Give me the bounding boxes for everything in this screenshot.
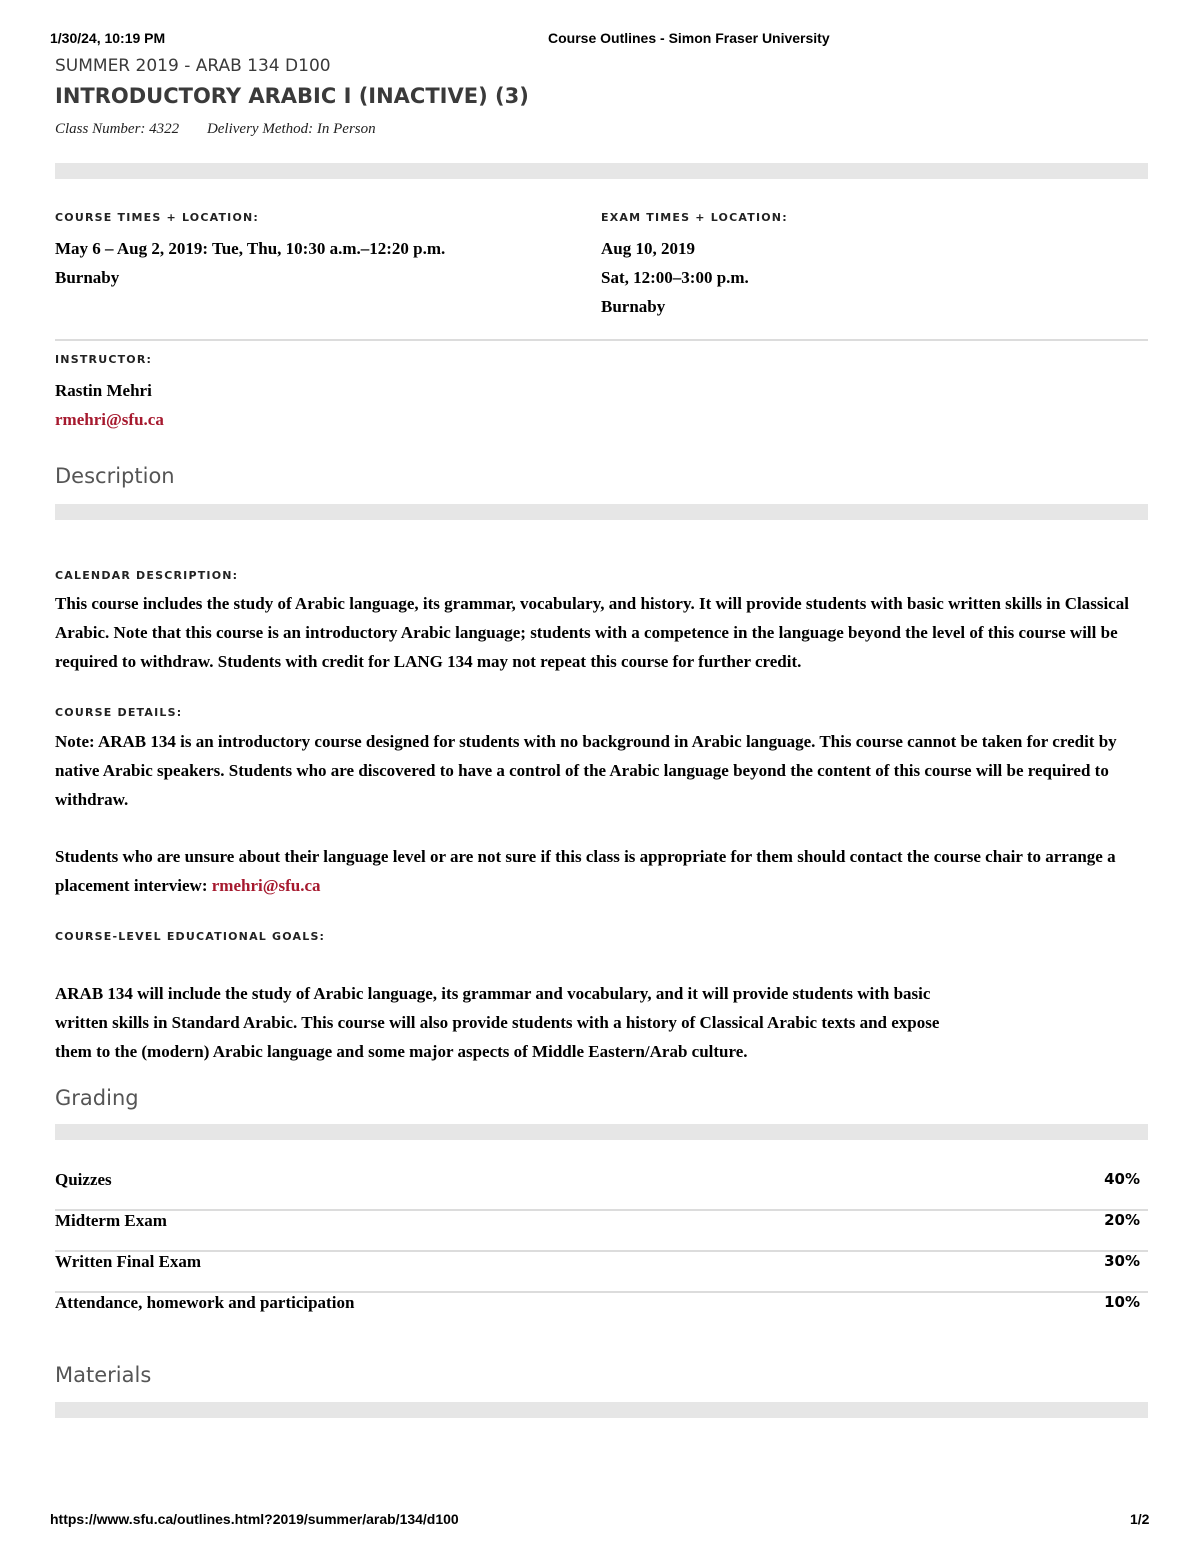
course-title: INTRODUCTORY ARABIC I (INACTIVE) (3): [55, 84, 529, 108]
course-meta: [55, 121, 400, 138]
grading-row: [55, 1293, 1148, 1334]
grading-item-weight: 30%: [1104, 1252, 1140, 1270]
exam-times: [601, 234, 749, 321]
grading-bar: [55, 1124, 1148, 1140]
grading-row: [55, 1252, 1148, 1293]
instructor-email-link[interactable]: rmehri@sfu.ca: [55, 410, 164, 429]
instructor-name: Rastin Mehri: [55, 381, 152, 400]
instructor-block: [55, 376, 164, 434]
goals-line: ARAB 134 will include the study of Arabic language, its grammar and vocabulary, and it will provide students with basic: [55, 984, 931, 1003]
print-datetime: 1/30/24, 10:19 PM: [50, 30, 166, 46]
goals-line: them to the (modern) Arabic language and some major aspects of Middle Eastern/Arab culture.: [55, 1042, 748, 1061]
instructor-label: INSTRUCTOR:: [55, 353, 153, 366]
section-divider-bar: [55, 163, 1148, 179]
placement-text-body: Students who are unsure about their language level or are not sure if this class is appropriate for them should contact the course chair to arrange a placement interview:: [55, 847, 1116, 895]
grading-heading: Grading: [55, 1086, 139, 1110]
course-times: [55, 234, 445, 292]
educational-goals-label: COURSE-LEVEL EDUCATIONAL GOALS:: [55, 930, 326, 943]
grading-item-name: Written Final Exam: [55, 1252, 202, 1271]
grading-item-weight: 40%: [1104, 1170, 1140, 1188]
grading-item-name: Attendance, homework and participation: [55, 1293, 355, 1312]
placement-email-link[interactable]: rmehri@sfu.ca: [211, 876, 321, 895]
exam-times-label: EXAM TIMES + LOCATION:: [601, 211, 788, 224]
description-bar: [55, 504, 1148, 520]
exam-time-line: Sat, 12:00–3:00 p.m.: [601, 268, 749, 287]
grading-row: [55, 1170, 1148, 1211]
materials-heading: Materials: [55, 1363, 152, 1387]
description-heading: Description: [55, 464, 175, 488]
course-times-label: COURSE TIMES + LOCATION:: [55, 211, 259, 224]
grading-item-name: Quizzes: [55, 1170, 112, 1189]
note-label: Note:: [55, 732, 95, 751]
note-text: ARAB 134 is an introductory course designed for students with no background in Arabic language. This course cannot be taken for credit by native Arabic speakers. Students who are discovered to have a control of the Arabic language beyond the content of this course will be required to withdraw.: [55, 732, 1117, 809]
delivery-method: Delivery Method: In Person: [206, 121, 376, 137]
course-term-code: SUMMER 2019 - ARAB 134 D100: [55, 56, 331, 76]
course-location-line: Burnaby: [55, 268, 120, 287]
exam-date-line: Aug 10, 2019: [601, 239, 695, 258]
print-page-number: 1/2: [1130, 1511, 1150, 1527]
placement-text: [55, 842, 1148, 900]
exam-location-line: Burnaby: [601, 297, 666, 316]
grading-item-weight: 20%: [1104, 1211, 1140, 1229]
class-number: Class Number: 4322: [55, 121, 180, 137]
calendar-description-label: CALENDAR DESCRIPTION:: [55, 569, 239, 582]
grading-row: [55, 1211, 1148, 1252]
calendar-description-text: This course includes the study of Arabic language, its grammar, vocabulary, and history. It will provide students with basic written skills in Classical Arabic. Note that this course is an introductory Arabic language; students with a competence in the language beyond the level of this course will be required to withdraw. Students with credit for LANG 134 may not repeat this course for further credit.: [55, 594, 1129, 671]
grading-item-name: Midterm Exam: [55, 1211, 167, 1230]
educational-goals-text: [55, 979, 1148, 1066]
course-details-text: [55, 727, 1148, 814]
materials-bar: [55, 1402, 1148, 1418]
print-site-title: Course Outlines - Simon Fraser University: [548, 30, 830, 46]
course-times-line: May 6 – Aug 2, 2019: Tue, Thu, 10:30 a.m.–12:20 p.m.: [55, 239, 446, 258]
grading-item-weight: 10%: [1104, 1293, 1140, 1311]
goals-line: written skills in Standard Arabic. This course will also provide students with a history of Classical Arabic texts and expose: [55, 1013, 940, 1032]
course-details-label: COURSE DETAILS:: [55, 706, 183, 719]
print-url: https://www.sfu.ca/outlines.html?2019/summer/arab/134/d100: [50, 1511, 459, 1527]
divider-line: [55, 339, 1148, 341]
